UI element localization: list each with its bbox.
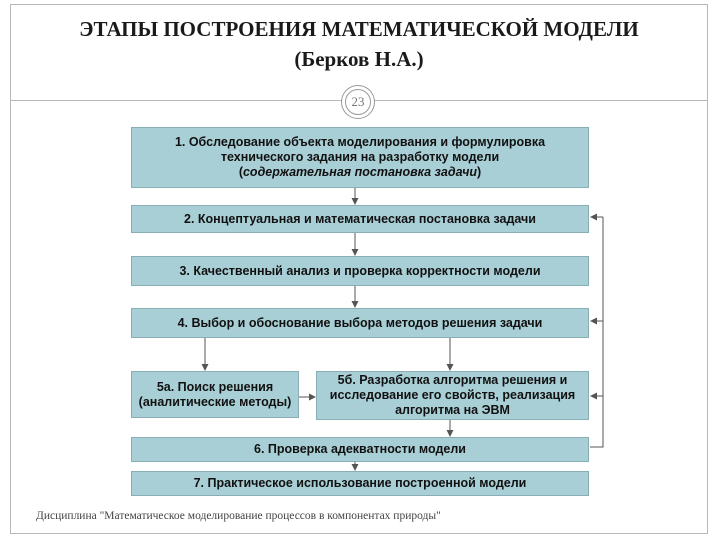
step-5a-box bbox=[131, 371, 299, 418]
step-3-box bbox=[131, 256, 589, 286]
step-5b-box bbox=[316, 371, 589, 420]
step-1-line-3 bbox=[239, 165, 481, 180]
step-5b-line-3: алгоритма на ЭВМ bbox=[395, 403, 510, 417]
step-4-label: 4. Выбор и обоснование выбора методов решения задачи bbox=[177, 315, 543, 330]
title-line-2: (Берков Н.А.) bbox=[294, 47, 424, 71]
step-1-box bbox=[131, 127, 589, 188]
feedback-line bbox=[590, 217, 603, 447]
step-5a-line-1: 5а. Поиск решения bbox=[156, 379, 274, 394]
step-1-line-3-prefix: ( bbox=[238, 165, 243, 179]
step-2-box bbox=[131, 205, 589, 233]
step-7-box bbox=[131, 471, 589, 496]
step-1-line-1: 1. Обследование объекта моделирования и формулировка bbox=[174, 135, 546, 149]
step-1-line-3-suffix: ) bbox=[477, 165, 482, 179]
step-1-line-2: технического задания на разработку модели bbox=[220, 150, 500, 164]
title-line-1: ЭТАПЫ ПОСТРОЕНИЯ МАТЕМАТИЧЕСКОЙ МОДЕЛИ bbox=[79, 17, 639, 41]
step-5b-line-1: 5б. Разработка алгоритма решения и bbox=[337, 373, 568, 387]
footer-text: Дисциплина "Математическое моделирование процессов в компонентах природы" bbox=[36, 510, 441, 522]
step-6-box bbox=[131, 437, 589, 462]
step-5b-line-2: исследование его свойств, реализация bbox=[329, 388, 576, 402]
step-5a-line-2: (аналитические методы) bbox=[138, 394, 292, 409]
step-2-label: 2. Концептуальная и математическая постановка задачи bbox=[184, 211, 536, 226]
slide-number: 23 bbox=[351, 94, 365, 109]
step-4-box bbox=[131, 308, 589, 338]
step-7-label: 7. Практическое использование построенной модели bbox=[193, 476, 527, 490]
step-6-label: 6. Проверка адекватности модели bbox=[254, 442, 466, 456]
step-1-line-3-italic: содержательная постановка задачи bbox=[242, 165, 478, 179]
step-3-label: 3. Качественный анализ и проверка корректности модели bbox=[179, 263, 541, 278]
